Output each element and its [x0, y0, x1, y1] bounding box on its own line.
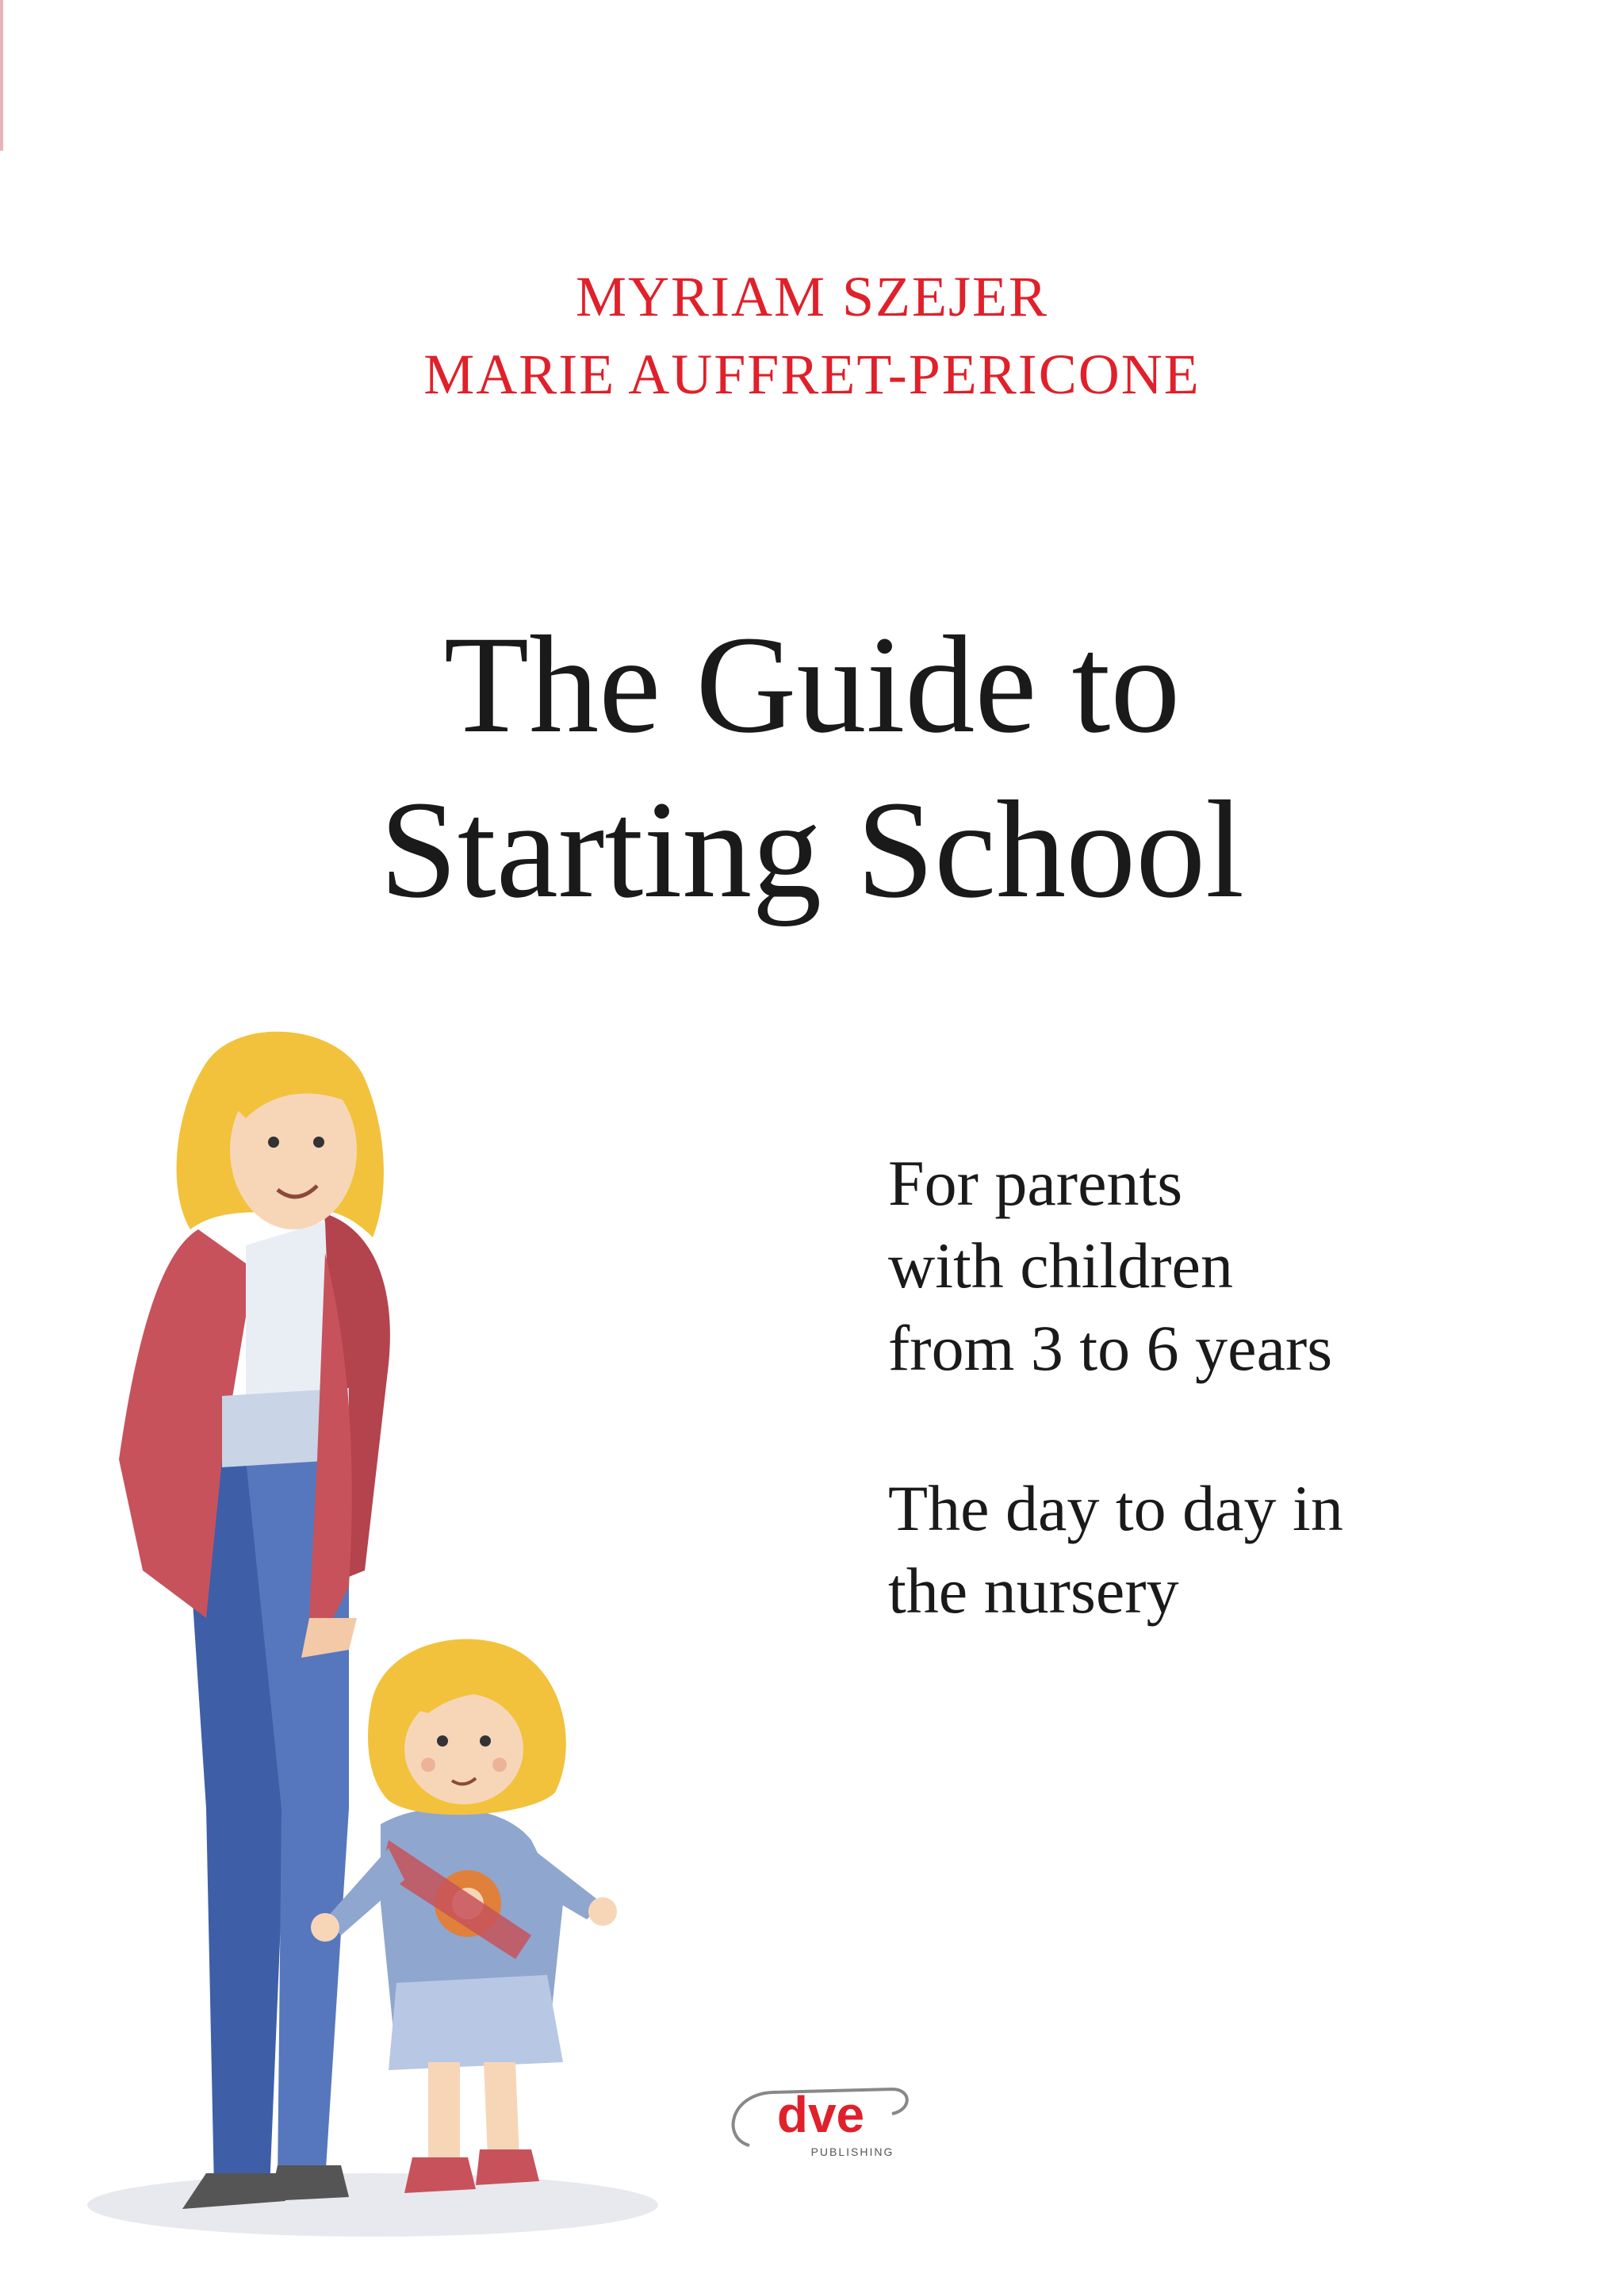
tagline-line: For parents — [888, 1147, 1183, 1219]
tagline-line: with children — [888, 1229, 1233, 1302]
mother-and-child-illustration — [87, 1015, 658, 2253]
publisher-logo-text: dve — [776, 2086, 865, 2143]
tagline-line: from 3 to 6 years — [888, 1312, 1333, 1384]
publisher-logo — [726, 2078, 916, 2165]
audience-text — [888, 1142, 1586, 1390]
publisher-logo-subtext: PUBLISHING — [810, 2145, 894, 2158]
page-edge-mark — [0, 0, 3, 151]
tagline — [888, 1142, 1586, 1710]
title-line: The Guide to — [443, 608, 1181, 762]
book-title — [0, 603, 1624, 933]
title-line: Starting School — [379, 773, 1245, 927]
author-list — [0, 258, 1624, 413]
subject-text — [888, 1467, 1586, 1632]
tagline-line: the nursery — [888, 1555, 1179, 1627]
tagline-line: The day to day in — [888, 1472, 1343, 1544]
author-name: MYRIAM SZEJER — [575, 265, 1049, 328]
author-name: MARIE AUFFRET-PERICONE — [423, 343, 1201, 406]
